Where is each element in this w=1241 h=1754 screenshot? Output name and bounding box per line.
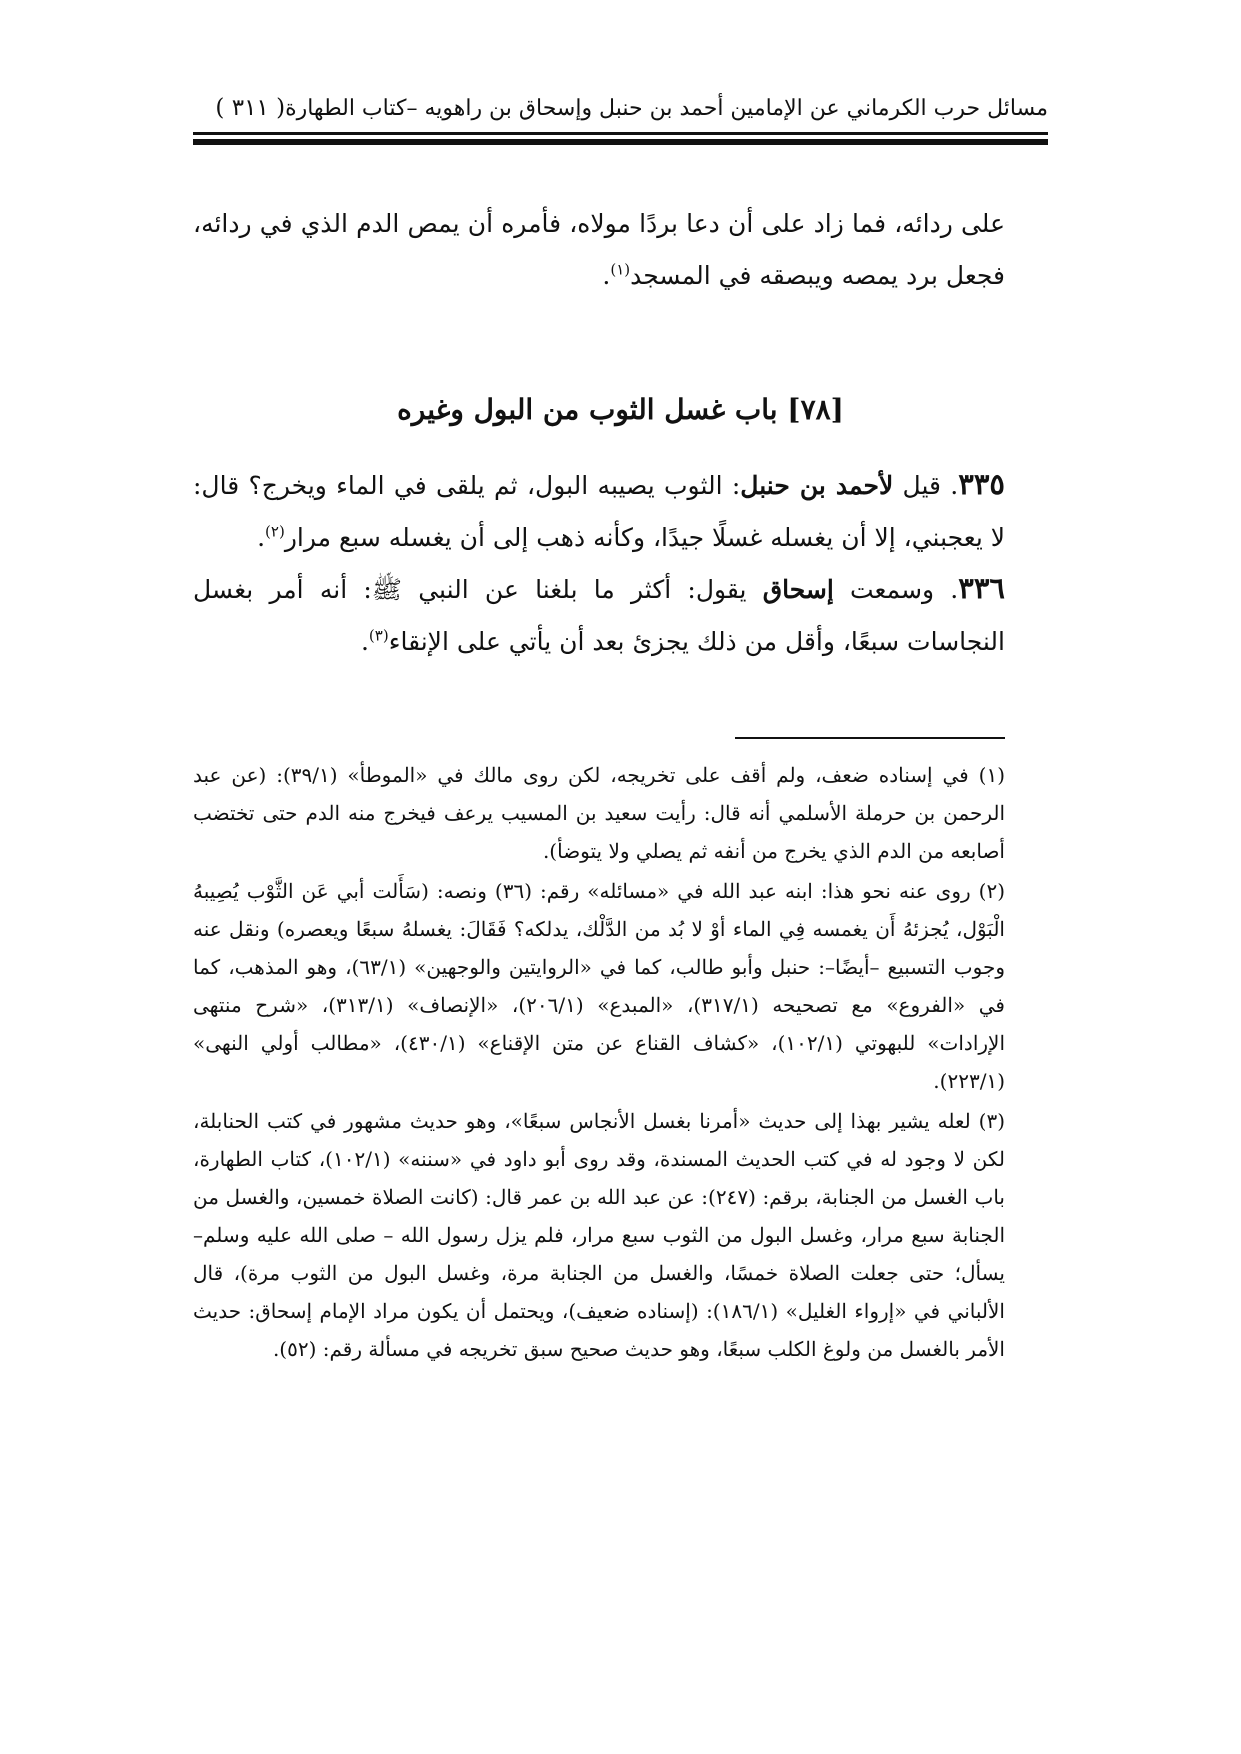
issue-335 [193,458,1005,564]
intro-paragraph [193,198,1005,302]
issue-intro: . قيل [893,471,959,500]
footnotes [193,756,1005,1370]
header-rule-thin [193,132,1048,135]
footnote-separator [735,737,1005,739]
header-rule-thick [193,139,1048,145]
issue-number: ٣٣٦ [958,571,1005,605]
issue-text: يقول: أكثر ما بلغنا عن النبي ﷺ: أنه أمر بغسل النجاسات سبعًا، وأقل من ذلك يجزئ بعد أن يأتي على الإنقاء [193,575,1005,656]
intro-end: . [602,261,611,290]
issue-end: . [257,523,266,552]
page-header [215,88,1048,128]
issue-name-ahmad: لأحمد بن حنبل [740,471,894,500]
issue-number: ٣٣٥ [958,467,1005,501]
footnote-3: (٣) لعله يشير بهذا إلى حديث «أمرنا بغسل الأنجاس سبعًا»، وهو حديث مشهور في كتب الحنابلة، لكن لا وجود له في كتب الحديث المسندة، وقد روى أبو داود في «سننه» (١٠٢/١)، كتاب الطهارة، باب الغسل من الجنابة، برقم: (٢٤٧): عن عبد الله بن عمر قال: (كانت الصلاة خمسين، والغسل من الجنابة سبع مرار، وغسل البول من الثوب سبع مرار، فلم يزل رسول الله – صلى الله عليه وسلم– يسأل؛ حتى جعلت الصلاة خمسًا، والغسل من الجنابة مرة، وغسل البول من الثوب مرة)، قال الألباني في «إرواء الغليل» (١٨٦/١): (إسناده ضعيف)، ويحتمل أن يكون مراد الإمام إسحاق: حديث الأمر بالغسل من ولوغ الكلب سبعًا، وهو حديث صحيح سبق تخريجه في مسألة رقم: (٥٢). [193,1109,1006,1361]
page-number: ( ٣١١ ) [215,95,286,121]
issue-name-ishaq: إسحاق [762,575,834,604]
issue-text: : الثوب يصيبه البول، ثم يلقى في الماء ويخرج؟ قال: لا يعجبني، إلا أن يغسله غسلًا جيدًا، وكأنه ذهب إلى أن يغسله سبع مرار [193,471,1005,552]
footnote-ref-2: (٢) [265,522,285,541]
footnote-1: (١) في إسناده ضعف، ولم أقف على تخريجه، لكن روى مالك في «الموطأ» (٣٩/١): (عن عبد الرحمن بن حرملة الأسلمي أنه قال: رأيت سعيد بن المسيب يرعف فيخرج منه الدم حتى تختضب أصابعه من الدم الذي يخرج من أنفه ثم يصلي ولا يتوضأ). [193,763,1005,863]
issue-336 [193,562,1005,668]
footnote-2: (٢) روى عنه نحو هذا: ابنه عبد الله في «مسائله» رقم: (٣٦) ونصه: (سَأَلت أبي عَن الثَّوْب يُصِيبهُ الْبَوْل، يُجزئهُ أَن يغمسه فِي الماء أوْ لا بُد من الدَّلْك، يدلكه؟ فَقَالَ: يغسلهُ سبعًا ويعصره) ونقل عنه وجوب التسبيع –أيضًا–: حنبل وأبو طالب، كما في «الروايتين والوجهين» (٦٣/١)، وهو المذهب، كما في «الفروع» مع تصحيحه (٣١٧/١)، «المبدع» (٢٠٦/١)، «الإنصاف» (٣١٣/١)، «شرح منتهى الإرادات» للبهوتي (١٠٢/١)، «كشاف القناع عن متن الإقناع» (٤٣٠/١)، «مطالب أولي النهى» (٢٢٣/١). [193,879,1006,1093]
intro-text: على ردائه، فما زاد على أن دعا بردًا مولاه، فأمره أن يمص الدم الذي في ردائه، فجعل برد يمصه ويبصقه في المسجد [193,209,1005,290]
issue-end: . [360,627,369,656]
footnote-ref-3: (٣) [368,626,389,645]
section-heading: [٧٨] باب غسل الثوب من البول وغيره [397,393,844,426]
issue-intro: . وسمعت [833,575,959,604]
footnote-ref-1: (١) [610,260,631,279]
running-title: مسائل حرب الكرماني عن الإمامين أحمد بن حنبل وإسحاق بن راهويه –كتاب الطهارة [285,95,1048,121]
